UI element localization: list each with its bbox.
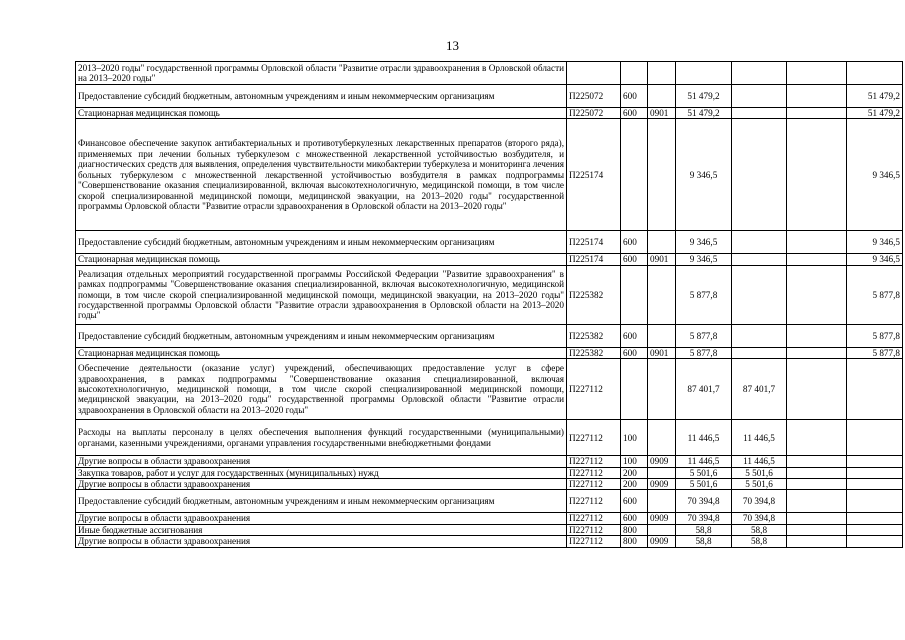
table-row bbox=[76, 456, 903, 467]
row-target-code: П227112 bbox=[567, 479, 621, 490]
row-amount-own bbox=[732, 231, 787, 254]
row-name: Обеспечение деятельности (оказание услуг) учреждений, обеспечивающих предоставление услуг в сфере здравоохранения, в рамках подпрограммы "Совершенствование оказания специализированной, включая высокотехнологичную, медицинской помощи, в том числе скорой специализированной медицинской помощи, медицинской эвакуации, на 2013–2020 годы" государственной программы Орловской области "Развитие отрасли здравоохранения в Орловской области на 2013–2020 годы" bbox=[76, 359, 567, 420]
row-amount-own bbox=[732, 324, 787, 347]
row-section-code bbox=[648, 119, 676, 231]
row-name: Другие вопросы в области здравоохранения bbox=[76, 513, 567, 524]
row-target-code: П227112 bbox=[567, 513, 621, 524]
row-empty-cell bbox=[787, 324, 847, 347]
row-target-code: П225382 bbox=[567, 324, 621, 347]
row-amount-total: 11 446,5 bbox=[676, 456, 732, 467]
row-name: Стационарная медицинская помощь bbox=[76, 347, 567, 358]
table-row bbox=[76, 479, 903, 490]
row-expense-type: 600 bbox=[621, 324, 648, 347]
row-expense-type: 600 bbox=[621, 85, 648, 108]
row-target-code: П225072 bbox=[567, 85, 621, 108]
row-amount-federal: 9 346,5 bbox=[847, 119, 903, 231]
row-target-code: П225072 bbox=[567, 108, 621, 119]
row-amount-total: 9 346,5 bbox=[676, 254, 732, 265]
row-name: Стационарная медицинская помощь bbox=[76, 108, 567, 119]
row-empty-cell bbox=[787, 467, 847, 478]
row-target-code: П225174 bbox=[567, 231, 621, 254]
row-amount-own bbox=[732, 119, 787, 231]
row-amount-federal bbox=[847, 490, 903, 513]
row-empty-cell bbox=[787, 456, 847, 467]
table-row bbox=[76, 108, 903, 119]
table-row bbox=[76, 347, 903, 358]
row-amount-federal: 5 877,8 bbox=[847, 347, 903, 358]
table-row bbox=[76, 359, 903, 420]
row-expense-type: 100 bbox=[621, 420, 648, 456]
row-name: Предоставление субсидий бюджетным, автономным учреждениям и иным некоммерческим организациям bbox=[76, 85, 567, 108]
row-amount-total: 70 394,8 bbox=[676, 513, 732, 524]
row-amount-total: 5 877,8 bbox=[676, 265, 732, 324]
row-section-code: 0909 bbox=[648, 479, 676, 490]
row-amount-own bbox=[732, 347, 787, 358]
row-expense-type: 200 bbox=[621, 467, 648, 478]
row-name: Другие вопросы в области здравоохранения bbox=[76, 456, 567, 467]
row-empty-cell bbox=[787, 231, 847, 254]
row-expense-type: 800 bbox=[621, 524, 648, 535]
row-empty-cell bbox=[787, 62, 847, 85]
row-empty-cell bbox=[787, 479, 847, 490]
row-section-code bbox=[648, 420, 676, 456]
row-section-code bbox=[648, 265, 676, 324]
row-section-code: 0909 bbox=[648, 513, 676, 524]
row-target-code: П227112 bbox=[567, 456, 621, 467]
row-name: Закупка товаров, работ и услуг для государственных (муниципальных) нужд bbox=[76, 467, 567, 478]
row-empty-cell bbox=[787, 490, 847, 513]
row-empty-cell bbox=[787, 108, 847, 119]
row-amount-own: 11 446,5 bbox=[732, 420, 787, 456]
row-empty-cell bbox=[787, 420, 847, 456]
row-empty-cell bbox=[787, 265, 847, 324]
table-row bbox=[76, 490, 903, 513]
row-expense-type bbox=[621, 359, 648, 420]
table-row bbox=[76, 536, 903, 547]
row-amount-own bbox=[732, 62, 787, 85]
row-expense-type: 600 bbox=[621, 513, 648, 524]
row-expense-type: 800 bbox=[621, 536, 648, 547]
row-amount-own: 70 394,8 bbox=[732, 513, 787, 524]
row-amount-federal bbox=[847, 359, 903, 420]
table-row bbox=[76, 62, 903, 85]
row-amount-total: 51 479,2 bbox=[676, 85, 732, 108]
row-empty-cell bbox=[787, 85, 847, 108]
row-empty-cell bbox=[787, 359, 847, 420]
row-expense-type bbox=[621, 62, 648, 85]
row-amount-federal bbox=[847, 62, 903, 85]
row-section-code bbox=[648, 85, 676, 108]
row-amount-total: 5 501,6 bbox=[676, 479, 732, 490]
row-amount-federal bbox=[847, 456, 903, 467]
row-target-code bbox=[567, 62, 621, 85]
table-row bbox=[76, 254, 903, 265]
row-section-code bbox=[648, 467, 676, 478]
row-amount-total: 9 346,5 bbox=[676, 231, 732, 254]
row-section-code: 0901 bbox=[648, 254, 676, 265]
row-target-code: П227112 bbox=[567, 524, 621, 535]
row-section-code: 0901 bbox=[648, 347, 676, 358]
row-target-code: П227112 bbox=[567, 490, 621, 513]
row-empty-cell bbox=[787, 524, 847, 535]
row-expense-type: 600 bbox=[621, 254, 648, 265]
row-section-code bbox=[648, 231, 676, 254]
table-row bbox=[76, 265, 903, 324]
row-target-code: П227112 bbox=[567, 467, 621, 478]
row-target-code: П227112 bbox=[567, 359, 621, 420]
row-amount-total: 9 346,5 bbox=[676, 119, 732, 231]
row-expense-type: 600 bbox=[621, 490, 648, 513]
row-amount-total: 5 877,8 bbox=[676, 347, 732, 358]
row-section-code bbox=[648, 524, 676, 535]
row-amount-federal: 9 346,5 bbox=[847, 231, 903, 254]
row-amount-federal: 9 346,5 bbox=[847, 254, 903, 265]
row-amount-federal bbox=[847, 536, 903, 547]
row-expense-type: 200 bbox=[621, 479, 648, 490]
row-name: 2013–2020 годы" государственной программы Орловской области "Развитие отрасли здравоохранения в Орловской области на 2013–2020 годы" bbox=[76, 62, 567, 85]
table-row bbox=[76, 85, 903, 108]
row-name: Предоставление субсидий бюджетным, автономным учреждениям и иным некоммерческим организациям bbox=[76, 231, 567, 254]
row-name: Реализация отдельных мероприятий государственной программы Российской Федерации "Развитие здравоохранения" в рамках подпрограммы "Совершенствование оказания специализированной, включая высокотехнологичную, медицинской помощи, в том числе скорой специализированной медицинской помощи, медицинской эвакуации, на 2013–2020 годы" государственной программы Орловской области "Развитие отрасли здравоохранения в Орловской области на 2013–2020 годы" bbox=[76, 265, 567, 324]
row-amount-total: 11 446,5 bbox=[676, 420, 732, 456]
row-section-code: 0909 bbox=[648, 536, 676, 547]
row-amount-total: 5 501,6 bbox=[676, 467, 732, 478]
row-section-code bbox=[648, 324, 676, 347]
table-row bbox=[76, 513, 903, 524]
row-amount-federal: 5 877,8 bbox=[847, 265, 903, 324]
row-amount-own: 58,8 bbox=[732, 536, 787, 547]
row-target-code: П227112 bbox=[567, 420, 621, 456]
row-expense-type bbox=[621, 265, 648, 324]
row-empty-cell bbox=[787, 254, 847, 265]
row-section-code bbox=[648, 62, 676, 85]
row-amount-own: 5 501,6 bbox=[732, 467, 787, 478]
row-amount-own: 5 501,6 bbox=[732, 479, 787, 490]
row-section-code bbox=[648, 359, 676, 420]
row-expense-type: 100 bbox=[621, 456, 648, 467]
row-amount-own bbox=[732, 254, 787, 265]
row-name: Предоставление субсидий бюджетным, автономным учреждениям и иным некоммерческим организациям bbox=[76, 324, 567, 347]
row-section-code bbox=[648, 490, 676, 513]
row-amount-own bbox=[732, 85, 787, 108]
row-amount-total: 58,8 bbox=[676, 536, 732, 547]
row-target-code: П225174 bbox=[567, 254, 621, 265]
table-row bbox=[76, 467, 903, 478]
row-name: Другие вопросы в области здравоохранения bbox=[76, 536, 567, 547]
budget-table bbox=[75, 61, 903, 548]
row-amount-federal bbox=[847, 479, 903, 490]
row-section-code: 0909 bbox=[648, 456, 676, 467]
row-amount-own: 58,8 bbox=[732, 524, 787, 535]
row-expense-type: 600 bbox=[621, 108, 648, 119]
row-name: Стационарная медицинская помощь bbox=[76, 254, 567, 265]
row-target-code: П227112 bbox=[567, 536, 621, 547]
table-row bbox=[76, 420, 903, 456]
row-expense-type: 600 bbox=[621, 347, 648, 358]
row-name: Предоставление субсидий бюджетным, автономным учреждениям и иным некоммерческим организациям bbox=[76, 490, 567, 513]
table-row bbox=[76, 231, 903, 254]
row-empty-cell bbox=[787, 513, 847, 524]
row-expense-type: 600 bbox=[621, 231, 648, 254]
row-name: Финансовое обеспечение закупок антибактериальных и противотуберкулезных лекарственных препаратов (второго ряда), применяемых при лечении больных туберкулезом с множественной лекарственной устойчивостью возбудителя, и диагностических средств для выявления, определения чувствительности микобактерии туберкулеза и мониторинга лечения больных туберкулезом с множественной лекарственной устойчивостью возбудителя в рамках подпрограммы "Совершенствование оказания специализированной, включая высокотехнологичную, медицинской помощи, в том числе скорой специализированной медицинской помощи, медицинской эвакуации, на 2013–2020 годы" государственной программы Орловской области "Развитие отрасли здравоохранения в Орловской области на 2013–2020 годы" bbox=[76, 119, 567, 231]
row-amount-total: 87 401,7 bbox=[676, 359, 732, 420]
row-expense-type bbox=[621, 119, 648, 231]
table-row bbox=[76, 524, 903, 535]
table-row bbox=[76, 324, 903, 347]
row-name: Другие вопросы в области здравоохранения bbox=[76, 479, 567, 490]
row-empty-cell bbox=[787, 347, 847, 358]
table-row bbox=[76, 119, 903, 231]
row-amount-total bbox=[676, 62, 732, 85]
row-target-code: П225382 bbox=[567, 265, 621, 324]
row-amount-federal bbox=[847, 420, 903, 456]
row-name: Расходы на выплаты персоналу в целях обеспечения выполнения функций государственными (муниципальными) органами, казенными учреждениями, органами управления государственными внебюджетными фондами bbox=[76, 420, 567, 456]
row-amount-federal bbox=[847, 524, 903, 535]
row-empty-cell bbox=[787, 119, 847, 231]
row-amount-own: 87 401,7 bbox=[732, 359, 787, 420]
row-amount-own: 11 446,5 bbox=[732, 456, 787, 467]
row-section-code: 0901 bbox=[648, 108, 676, 119]
row-amount-own: 70 394,8 bbox=[732, 490, 787, 513]
row-amount-total: 58,8 bbox=[676, 524, 732, 535]
row-amount-total: 51 479,2 bbox=[676, 108, 732, 119]
row-amount-federal bbox=[847, 467, 903, 478]
row-amount-federal: 5 877,8 bbox=[847, 324, 903, 347]
row-amount-own bbox=[732, 108, 787, 119]
row-amount-total: 70 394,8 bbox=[676, 490, 732, 513]
row-name: Иные бюджетные ассигнования bbox=[76, 524, 567, 535]
row-amount-total: 5 877,8 bbox=[676, 324, 732, 347]
row-target-code: П225382 bbox=[567, 347, 621, 358]
row-amount-own bbox=[732, 265, 787, 324]
page-number: 13 bbox=[446, 38, 459, 53]
row-amount-federal: 51 479,2 bbox=[847, 108, 903, 119]
row-target-code: П225174 bbox=[567, 119, 621, 231]
row-empty-cell bbox=[787, 536, 847, 547]
row-amount-federal: 51 479,2 bbox=[847, 85, 903, 108]
row-amount-federal bbox=[847, 513, 903, 524]
